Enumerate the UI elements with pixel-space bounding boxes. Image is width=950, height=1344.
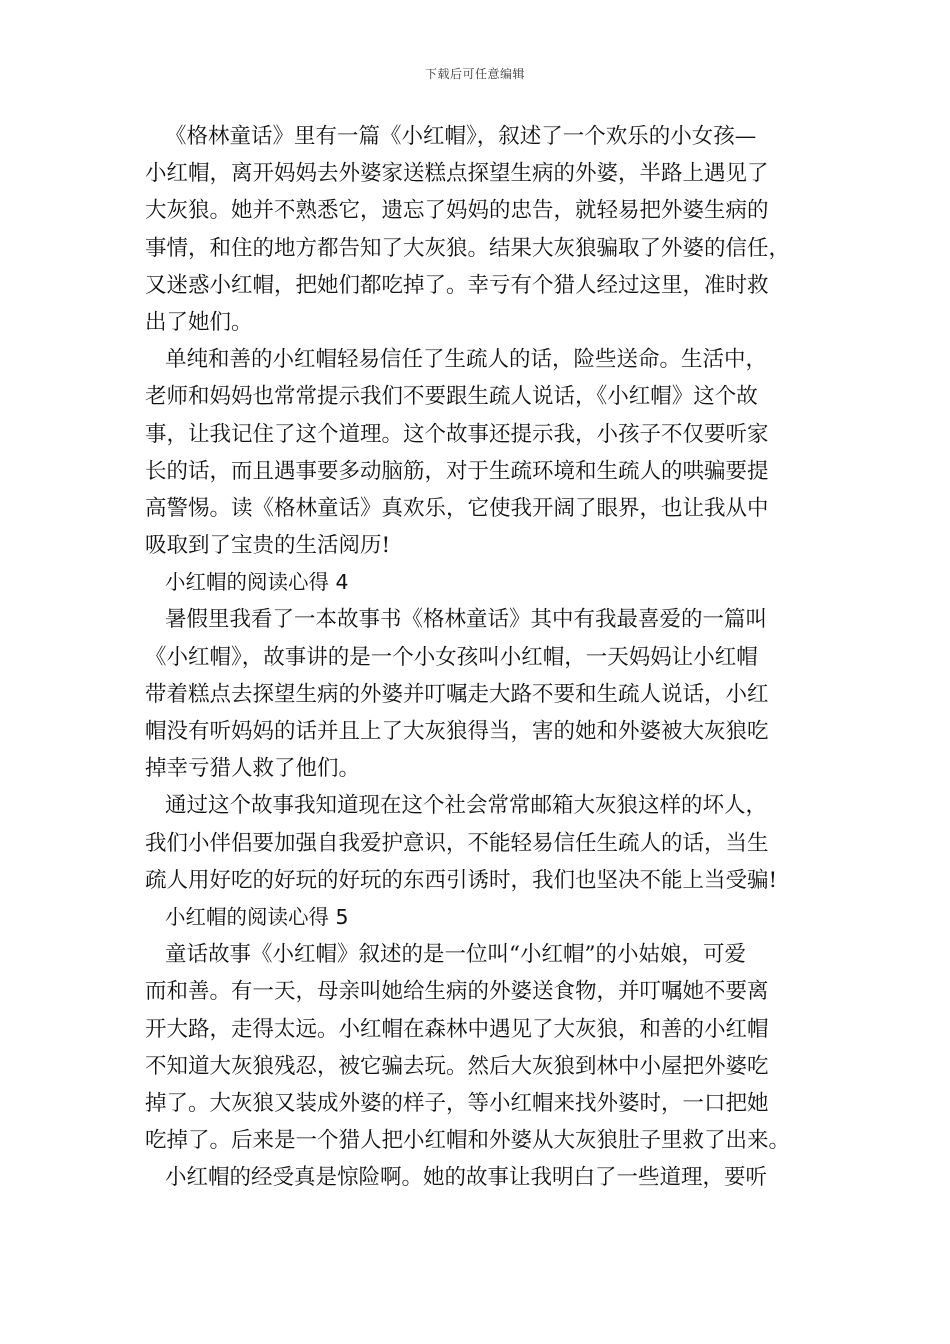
paragraph-line: 事，让我记住了这个道理。这个故事还提示我，小孩子不仅要听家 — [145, 421, 769, 447]
page-header: 下载后可任意编辑 — [424, 67, 525, 81]
paragraph-line: 单纯和善的小红帽轻易信任了生疏人的话，险些送命。生活中， — [165, 347, 768, 373]
paragraph-line: 小红帽的经受真是惊险啊。她的故事让我明白了一些道理，要听 — [165, 1165, 768, 1191]
paragraph-line: 事情，和住的地方都告知了大灰狼。结果大灰狼骗取了外婆的信任， — [145, 235, 791, 261]
paragraph-line: 掉了。大灰狼又装成外婆的样子，等小红帽来找外婆时，一口把她 — [145, 1090, 769, 1116]
paragraph-line: 又迷惑小红帽，把她们都吃掉了。幸亏有个猎人经过这里，准时救 — [145, 272, 769, 298]
paragraph-line: 疏人用好吃的好玩的好玩的东西引诱时，我们也坚决不能上当受骗! — [145, 867, 778, 893]
paragraph-line: 出了她们。 — [145, 309, 253, 335]
paragraph-line: 高警惕。读《格林童话》真欢乐，它使我开阔了眼界，也让我从中 — [145, 495, 769, 521]
section-heading: 小红帽的阅读心得 4 — [165, 570, 349, 595]
paragraph-line: 吸取到了宝贵的生活阅历! — [145, 533, 391, 559]
paragraph-line: 而和善。有一天，母亲叫她给生病的外婆送食物，并叮嘱她不要离 — [145, 979, 769, 1005]
document-body — [145, 118, 813, 1196]
paragraph-line: 童话故事《小红帽》叙述的是一位叫“小红帽”的小姑娘，可爱 — [165, 942, 746, 968]
paragraph-line: 我们小伴侣要加强自我爱护意识，不能轻易信任生疏人的话，当生 — [145, 830, 769, 856]
paragraph-line: 长的话，而且遇事要多动脑筋，对于生疏环境和生疏人的哄骗要提 — [145, 458, 769, 484]
paragraph-line: 大灰狼。她并不熟悉它，遗忘了妈妈的忠告，就轻易把外婆生病的 — [145, 198, 769, 224]
paragraph-line: 《格林童话》里有一篇《小红帽》，叙述了一个欢乐的小女孩— — [165, 124, 757, 149]
paragraph-line: 吃掉了。后来是一个猎人把小红帽和外婆从大灰狼肚子里救了出来。 — [145, 1128, 791, 1154]
paragraph-line: 开大路，走得太远。小红帽在森林中遇见了大灰狼，和善的小红帽 — [145, 1016, 769, 1042]
paragraph-line: 带着糕点去探望生病的外婆并叮嘱走大路不要和生疏人说话，小红 — [145, 681, 769, 707]
section-heading: 小红帽的阅读心得 5 — [165, 904, 349, 929]
paragraph-line: 通过这个故事我知道现在这个社会常常邮箱大灰狼这样的坏人， — [165, 793, 768, 819]
paragraph-line: 不知道大灰狼残忍，被它骗去玩。然后大灰狼到林中小屋把外婆吃 — [145, 1053, 769, 1079]
paragraph-line: 掉幸亏猎人救了他们。 — [145, 756, 361, 782]
paragraph-line: 帽没有听妈妈的话并且上了大灰狼得当，害的她和外婆被大灰狼吃 — [145, 719, 769, 744]
paragraph-line: 《小红帽》，故事讲的是一个小女孩叫小红帽，一天妈妈让小红帽 — [145, 644, 758, 670]
paragraph-line: 暑假里我看了一本故事书《格林童话》其中有我最喜爱的一篇叫 — [165, 607, 768, 633]
paragraph-line: 老师和妈妈也常常提示我们不要跟生疏人说话，《小红帽》这个故 — [145, 384, 758, 410]
paragraph-line: 小红帽，离开妈妈去外婆家送糕点探望生病的外婆，半路上遇见了 — [145, 161, 769, 187]
